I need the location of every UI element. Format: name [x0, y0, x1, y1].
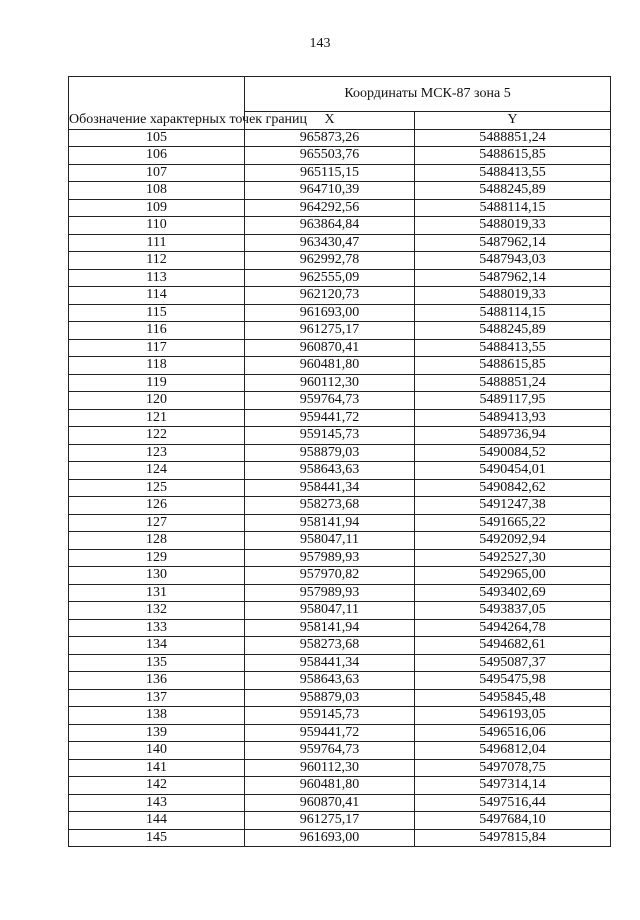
table-row [69, 742, 611, 760]
table-row [69, 584, 611, 602]
x-coordinate-cell: 961693,00 [245, 829, 415, 847]
x-coordinate-cell: 961275,17 [245, 322, 415, 340]
y-coordinate-cell: 5488851,24 [415, 374, 611, 392]
y-coordinate-cell: 5495087,37 [415, 654, 611, 672]
x-coordinate-cell: 958441,34 [245, 479, 415, 497]
table-row [69, 812, 611, 830]
table-row [69, 409, 611, 427]
header-y: Y [415, 112, 611, 130]
point-number-cell: 145 [69, 829, 245, 847]
x-coordinate-cell: 957989,93 [245, 549, 415, 567]
table-row [69, 479, 611, 497]
table-row [69, 357, 611, 375]
point-number-cell: 112 [69, 252, 245, 270]
y-coordinate-cell: 5491665,22 [415, 514, 611, 532]
x-coordinate-cell: 965873,26 [245, 129, 415, 147]
point-number-cell: 143 [69, 794, 245, 812]
x-coordinate-cell: 958141,94 [245, 619, 415, 637]
point-number-cell: 105 [69, 129, 245, 147]
table-row [69, 497, 611, 515]
y-coordinate-cell: 5494682,61 [415, 637, 611, 655]
table-row [69, 567, 611, 585]
point-number-cell: 142 [69, 777, 245, 795]
y-coordinate-cell: 5488245,89 [415, 322, 611, 340]
y-coordinate-cell: 5494264,78 [415, 619, 611, 637]
y-coordinate-cell: 5493402,69 [415, 584, 611, 602]
table-row [69, 427, 611, 445]
point-number-cell: 138 [69, 707, 245, 725]
y-coordinate-cell: 5496812,04 [415, 742, 611, 760]
point-number-cell: 130 [69, 567, 245, 585]
header-coordinates: Координаты МСК-87 зона 5 [245, 77, 611, 112]
y-coordinate-cell: 5488413,55 [415, 339, 611, 357]
point-number-cell: 107 [69, 164, 245, 182]
point-number-cell: 119 [69, 374, 245, 392]
point-number-cell: 117 [69, 339, 245, 357]
y-coordinate-cell: 5492965,00 [415, 567, 611, 585]
page-number: 143 [309, 36, 331, 51]
point-number-cell: 133 [69, 619, 245, 637]
x-coordinate-cell: 958273,68 [245, 637, 415, 655]
y-coordinate-cell: 5488615,85 [415, 357, 611, 375]
table-row [69, 444, 611, 462]
x-coordinate-cell: 962120,73 [245, 287, 415, 305]
y-coordinate-cell: 5488114,15 [415, 199, 611, 217]
table-row [69, 374, 611, 392]
x-coordinate-cell: 958879,03 [245, 689, 415, 707]
x-coordinate-cell: 960870,41 [245, 794, 415, 812]
header-x: X [245, 112, 415, 130]
table-row [69, 759, 611, 777]
table-row [69, 164, 611, 182]
point-number-cell: 113 [69, 269, 245, 287]
y-coordinate-cell: 5489736,94 [415, 427, 611, 445]
x-coordinate-cell: 958273,68 [245, 497, 415, 515]
x-coordinate-cell: 959145,73 [245, 707, 415, 725]
coordinates-table [68, 76, 611, 847]
x-coordinate-cell: 963864,84 [245, 217, 415, 235]
table-header [69, 77, 611, 130]
table-row [69, 129, 611, 147]
x-coordinate-cell: 960112,30 [245, 759, 415, 777]
x-coordinate-cell: 964710,39 [245, 182, 415, 200]
x-coordinate-cell: 959441,72 [245, 409, 415, 427]
point-number-cell: 125 [69, 479, 245, 497]
x-coordinate-cell: 960481,80 [245, 357, 415, 375]
point-number-cell: 123 [69, 444, 245, 462]
x-coordinate-cell: 958047,11 [245, 602, 415, 620]
y-coordinate-cell: 5493837,05 [415, 602, 611, 620]
y-coordinate-cell: 5488413,55 [415, 164, 611, 182]
table-row [69, 672, 611, 690]
table-row [69, 514, 611, 532]
y-coordinate-cell: 5497078,75 [415, 759, 611, 777]
y-coordinate-cell: 5488019,33 [415, 287, 611, 305]
table-row [69, 532, 611, 550]
point-number-cell: 128 [69, 532, 245, 550]
point-number-cell: 109 [69, 199, 245, 217]
y-coordinate-cell: 5492527,30 [415, 549, 611, 567]
table-row [69, 654, 611, 672]
point-number-cell: 144 [69, 812, 245, 830]
table-row [69, 829, 611, 847]
point-number-cell: 141 [69, 759, 245, 777]
x-coordinate-cell: 960112,30 [245, 374, 415, 392]
x-coordinate-cell: 959441,72 [245, 724, 415, 742]
point-number-cell: 114 [69, 287, 245, 305]
y-coordinate-cell: 5497314,14 [415, 777, 611, 795]
header-points: Обозначение характерных точек границ [69, 77, 245, 130]
table-row [69, 619, 611, 637]
table-body [69, 129, 611, 847]
y-coordinate-cell: 5491247,38 [415, 497, 611, 515]
y-coordinate-cell: 5488245,89 [415, 182, 611, 200]
table-row [69, 794, 611, 812]
point-number-cell: 137 [69, 689, 245, 707]
point-number-cell: 132 [69, 602, 245, 620]
y-coordinate-cell: 5487962,14 [415, 269, 611, 287]
x-coordinate-cell: 960870,41 [245, 339, 415, 357]
x-coordinate-cell: 960481,80 [245, 777, 415, 795]
x-coordinate-cell: 959764,73 [245, 742, 415, 760]
table-row [69, 287, 611, 305]
point-number-cell: 110 [69, 217, 245, 235]
table-row [69, 392, 611, 410]
table-row [69, 252, 611, 270]
y-coordinate-cell: 5490842,62 [415, 479, 611, 497]
table-row [69, 304, 611, 322]
table-row [69, 689, 611, 707]
point-number-cell: 111 [69, 234, 245, 252]
point-number-cell: 106 [69, 147, 245, 165]
point-number-cell: 136 [69, 672, 245, 690]
x-coordinate-cell: 965115,15 [245, 164, 415, 182]
point-number-cell: 126 [69, 497, 245, 515]
point-number-cell: 135 [69, 654, 245, 672]
table-row [69, 339, 611, 357]
table-row [69, 637, 611, 655]
point-number-cell: 139 [69, 724, 245, 742]
x-coordinate-cell: 958047,11 [245, 532, 415, 550]
table-row [69, 462, 611, 480]
point-number-cell: 127 [69, 514, 245, 532]
x-coordinate-cell: 961275,17 [245, 812, 415, 830]
y-coordinate-cell: 5495475,98 [415, 672, 611, 690]
y-coordinate-cell: 5497815,84 [415, 829, 611, 847]
x-coordinate-cell: 959764,73 [245, 392, 415, 410]
y-coordinate-cell: 5497684,10 [415, 812, 611, 830]
table-row [69, 182, 611, 200]
point-number-cell: 122 [69, 427, 245, 445]
y-coordinate-cell: 5488615,85 [415, 147, 611, 165]
y-coordinate-cell: 5487943,03 [415, 252, 611, 270]
x-coordinate-cell: 961693,00 [245, 304, 415, 322]
point-number-cell: 129 [69, 549, 245, 567]
point-number-cell: 131 [69, 584, 245, 602]
y-coordinate-cell: 5488019,33 [415, 217, 611, 235]
table-row [69, 707, 611, 725]
x-coordinate-cell: 957989,93 [245, 584, 415, 602]
y-coordinate-cell: 5487962,14 [415, 234, 611, 252]
table-row [69, 234, 611, 252]
y-coordinate-cell: 5489413,93 [415, 409, 611, 427]
header-row-top [69, 77, 611, 112]
y-coordinate-cell: 5490454,01 [415, 462, 611, 480]
x-coordinate-cell: 962555,09 [245, 269, 415, 287]
table-row [69, 147, 611, 165]
point-number-cell: 118 [69, 357, 245, 375]
table-row [69, 602, 611, 620]
x-coordinate-cell: 962992,78 [245, 252, 415, 270]
x-coordinate-cell: 958643,63 [245, 462, 415, 480]
x-coordinate-cell: 958643,63 [245, 672, 415, 690]
table-row [69, 199, 611, 217]
point-number-cell: 124 [69, 462, 245, 480]
table-row [69, 269, 611, 287]
point-number-cell: 140 [69, 742, 245, 760]
x-coordinate-cell: 957970,82 [245, 567, 415, 585]
point-number-cell: 115 [69, 304, 245, 322]
table-row [69, 217, 611, 235]
point-number-cell: 116 [69, 322, 245, 340]
table-row [69, 777, 611, 795]
point-number-cell: 108 [69, 182, 245, 200]
y-coordinate-cell: 5496516,06 [415, 724, 611, 742]
x-coordinate-cell: 958879,03 [245, 444, 415, 462]
x-coordinate-cell: 958141,94 [245, 514, 415, 532]
y-coordinate-cell: 5488114,15 [415, 304, 611, 322]
x-coordinate-cell: 959145,73 [245, 427, 415, 445]
x-coordinate-cell: 958441,34 [245, 654, 415, 672]
table-row [69, 549, 611, 567]
y-coordinate-cell: 5490084,52 [415, 444, 611, 462]
y-coordinate-cell: 5489117,95 [415, 392, 611, 410]
point-number-cell: 121 [69, 409, 245, 427]
table-row [69, 322, 611, 340]
x-coordinate-cell: 964292,56 [245, 199, 415, 217]
x-coordinate-cell: 963430,47 [245, 234, 415, 252]
y-coordinate-cell: 5496193,05 [415, 707, 611, 725]
point-number-cell: 120 [69, 392, 245, 410]
table-row [69, 724, 611, 742]
y-coordinate-cell: 5488851,24 [415, 129, 611, 147]
y-coordinate-cell: 5497516,44 [415, 794, 611, 812]
y-coordinate-cell: 5492092,94 [415, 532, 611, 550]
y-coordinate-cell: 5495845,48 [415, 689, 611, 707]
x-coordinate-cell: 965503,76 [245, 147, 415, 165]
point-number-cell: 134 [69, 637, 245, 655]
